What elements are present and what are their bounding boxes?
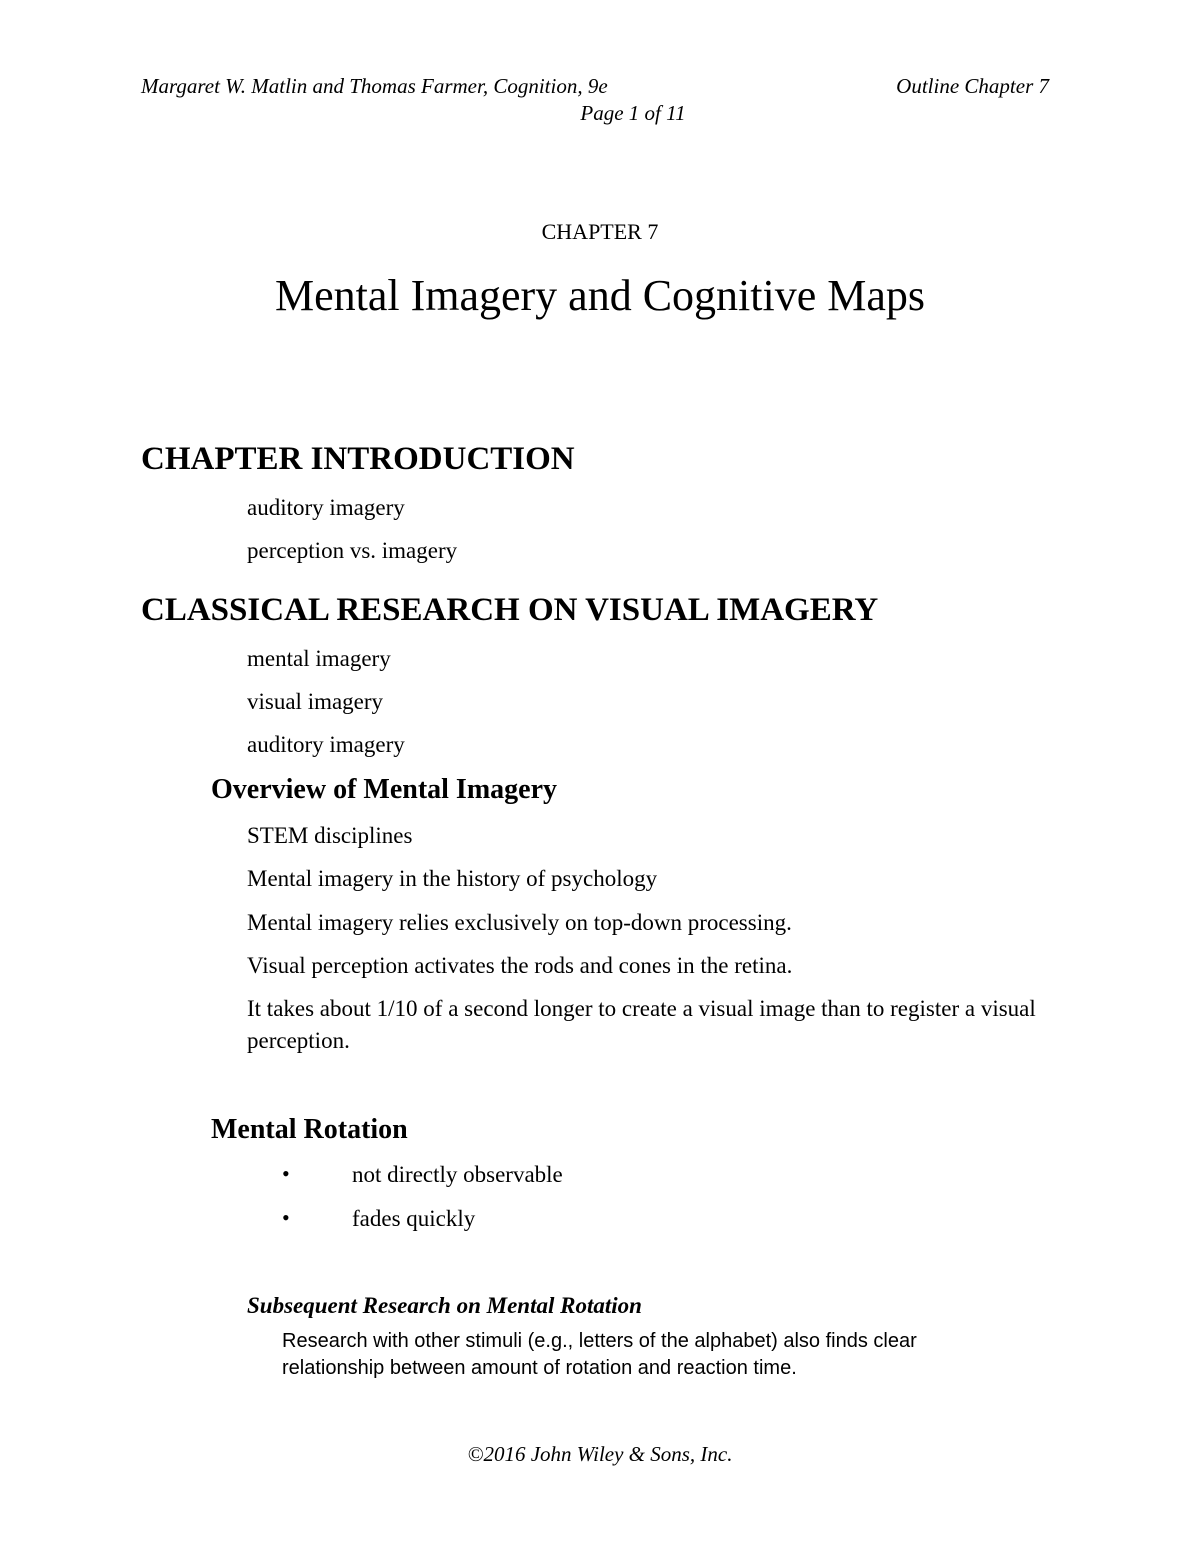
heading-chapter-introduction: CHAPTER INTRODUCTION (141, 441, 575, 477)
overview-item: Mental imagery in the history of psychology (247, 866, 658, 891)
overview-item: It takes about 1/10 of a second longer to create a visual image than to register a visual perception. (247, 996, 1036, 1053)
bullet-dot-icon: • (282, 1161, 290, 1186)
rotation-bullet: not directly observable (352, 1162, 563, 1187)
header-outline-label: Outline Chapter 7 (896, 74, 1049, 98)
classical-item: auditory imagery (247, 732, 405, 757)
page-number: Page 1 of 11 (580, 101, 686, 125)
overview-item: Visual perception activates the rods and cones in the retina. (247, 953, 793, 978)
rotation-bullet: fades quickly (352, 1206, 476, 1231)
header-book-citation: Margaret W. Matlin and Thomas Farmer, Cognition, 9e (141, 74, 608, 98)
chapter-title: Mental Imagery and Cognitive Maps (274, 271, 926, 320)
intro-item: perception vs. imagery (247, 538, 458, 563)
intro-item: auditory imagery (247, 495, 405, 520)
bullet-dot-icon: • (282, 1205, 290, 1230)
classical-item: visual imagery (247, 689, 384, 714)
classical-item: mental imagery (247, 646, 391, 671)
heading-overview-mental-imagery: Overview of Mental Imagery (211, 774, 557, 805)
chapter-label: CHAPTER 7 (541, 219, 659, 244)
footer-copyright: ©2016 John Wiley & Sons, Inc. (467, 1442, 733, 1466)
heading-mental-rotation: Mental Rotation (211, 1114, 408, 1145)
heading-subsequent-research: Subsequent Research on Mental Rotation (247, 1293, 642, 1318)
overview-item: Mental imagery relies exclusively on top-down processing. (247, 910, 792, 935)
heading-classical-research: CLASSICAL RESEARCH ON VISUAL IMAGERY (141, 592, 879, 628)
overview-item: STEM disciplines (247, 823, 413, 848)
subsequent-research-text: Research with other stimuli (e.g., letters of the alphabet) also finds clear relationship between amount of rotation and reaction time. (282, 1330, 917, 1379)
